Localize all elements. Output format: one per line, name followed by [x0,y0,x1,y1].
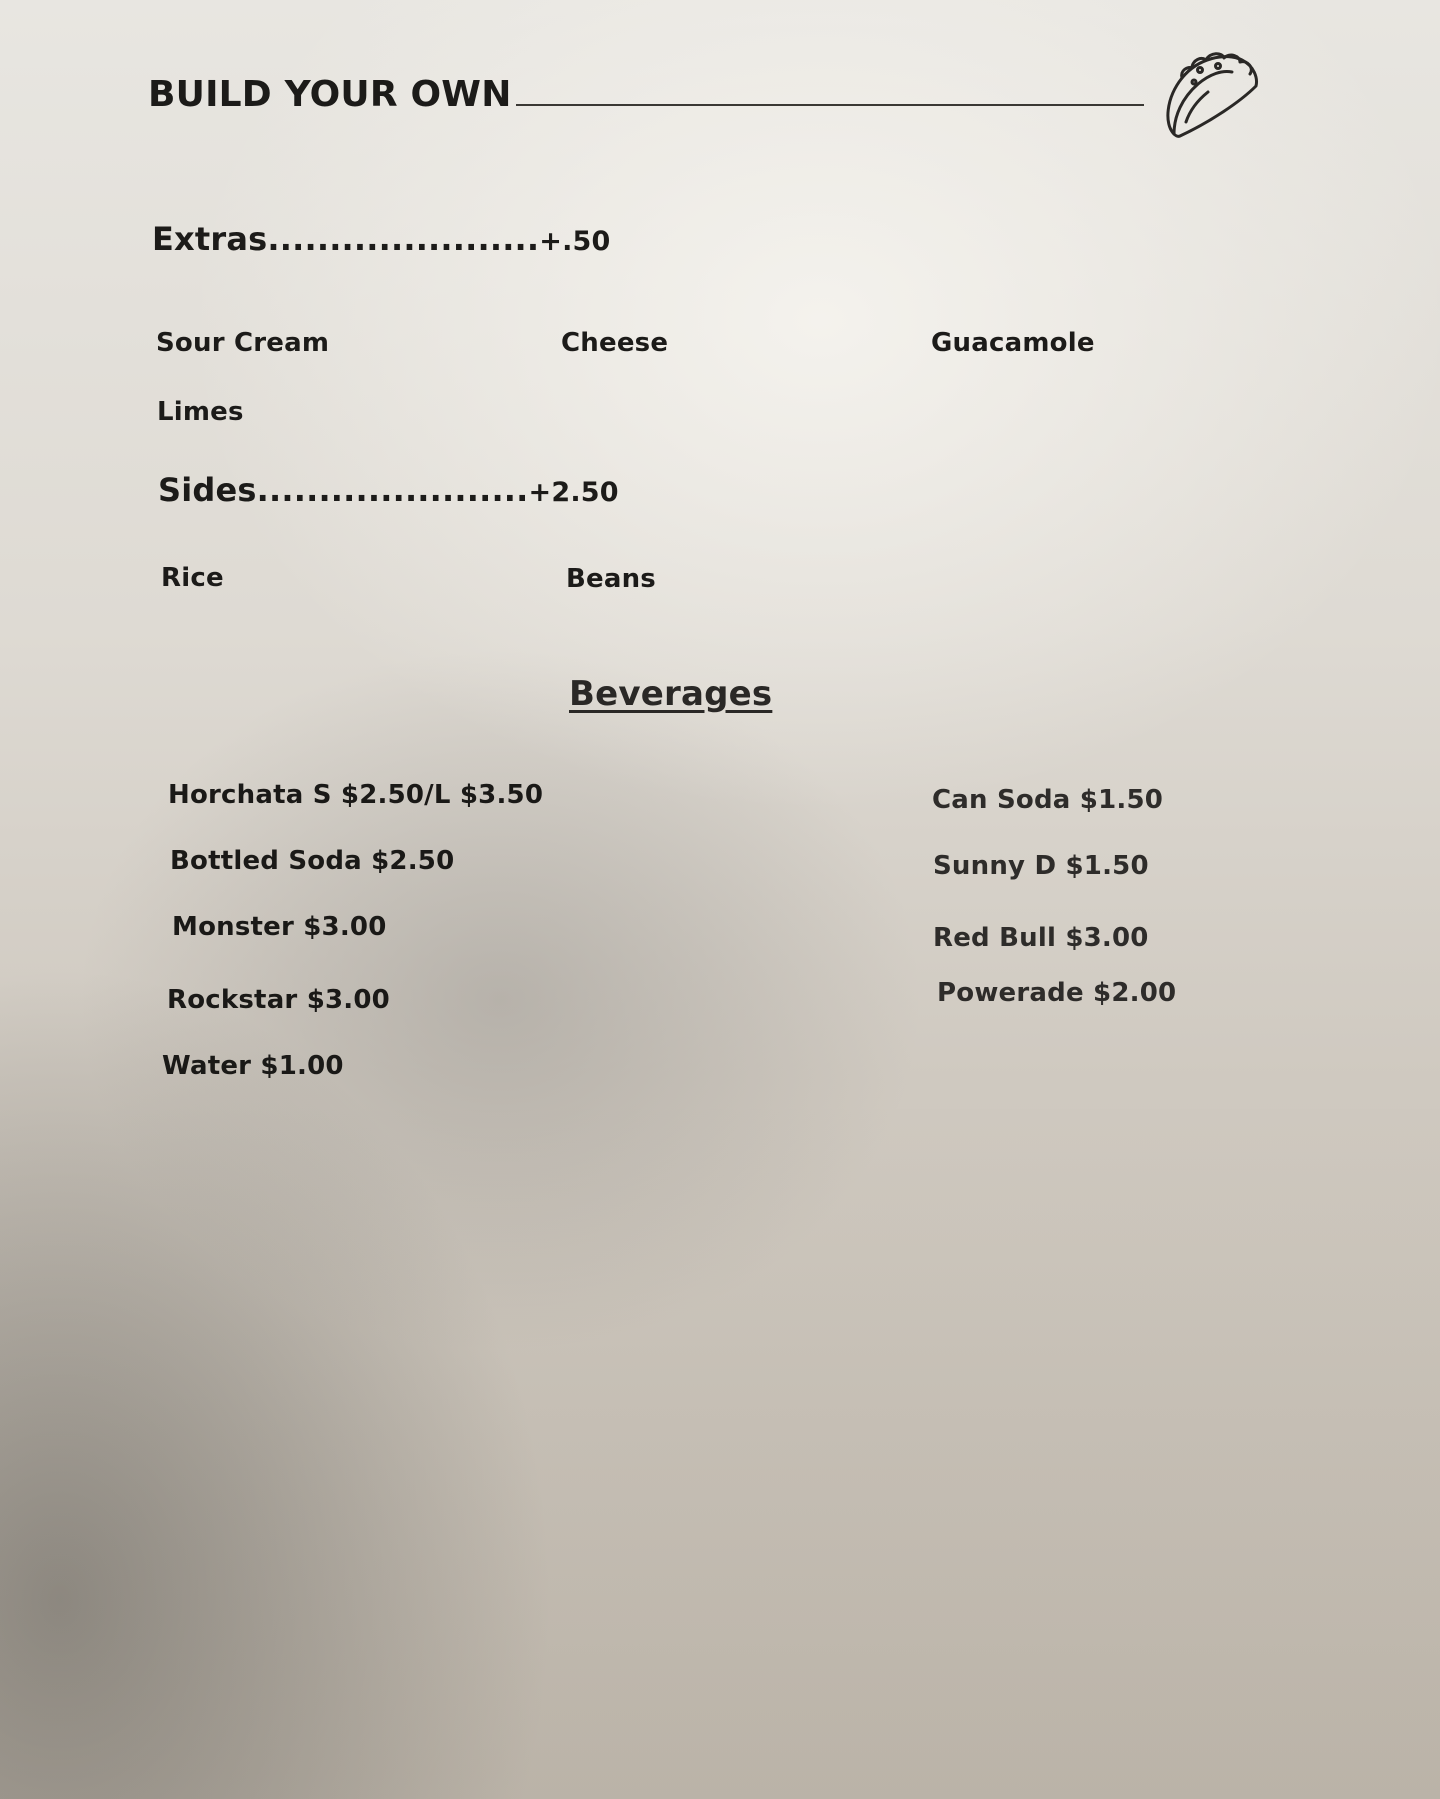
beverage-item: Sunny D $1.50 [933,851,1149,881]
beverage-item: Bottled Soda $2.50 [170,846,455,876]
extras-leader: ...................... [267,220,540,258]
extras-price: +.50 [539,226,611,257]
extra-item: Guacamole [931,328,1095,358]
beverage-item: Horchata S $2.50/L $3.50 [168,780,544,810]
extra-item: Limes [157,397,244,427]
beverage-item: Water $1.00 [162,1051,344,1081]
sides-price: +2.50 [528,477,619,508]
extra-item: Cheese [561,328,669,358]
beverage-item: Monster $3.00 [172,912,387,942]
page-shadow [0,1099,1440,1799]
beverage-item: Rockstar $3.00 [167,985,390,1015]
page-title: BUILD YOUR OWN [148,74,512,115]
beverages-title: Beverages [569,674,773,714]
extra-item: Sour Cream [156,328,330,358]
beverage-item: Powerade $2.00 [937,978,1177,1008]
sides-heading [158,471,619,509]
sides-label: Sides [158,471,257,509]
side-item: Beans [566,564,656,594]
extras-heading [152,220,611,258]
taco-icon [1160,46,1266,144]
extras-label: Extras [152,220,268,258]
sides-leader: ...................... [256,471,529,509]
side-item: Rice [161,563,224,593]
beverage-item: Red Bull $3.00 [933,923,1149,953]
beverage-item: Can Soda $1.50 [932,785,1164,815]
title-rule [516,104,1144,106]
